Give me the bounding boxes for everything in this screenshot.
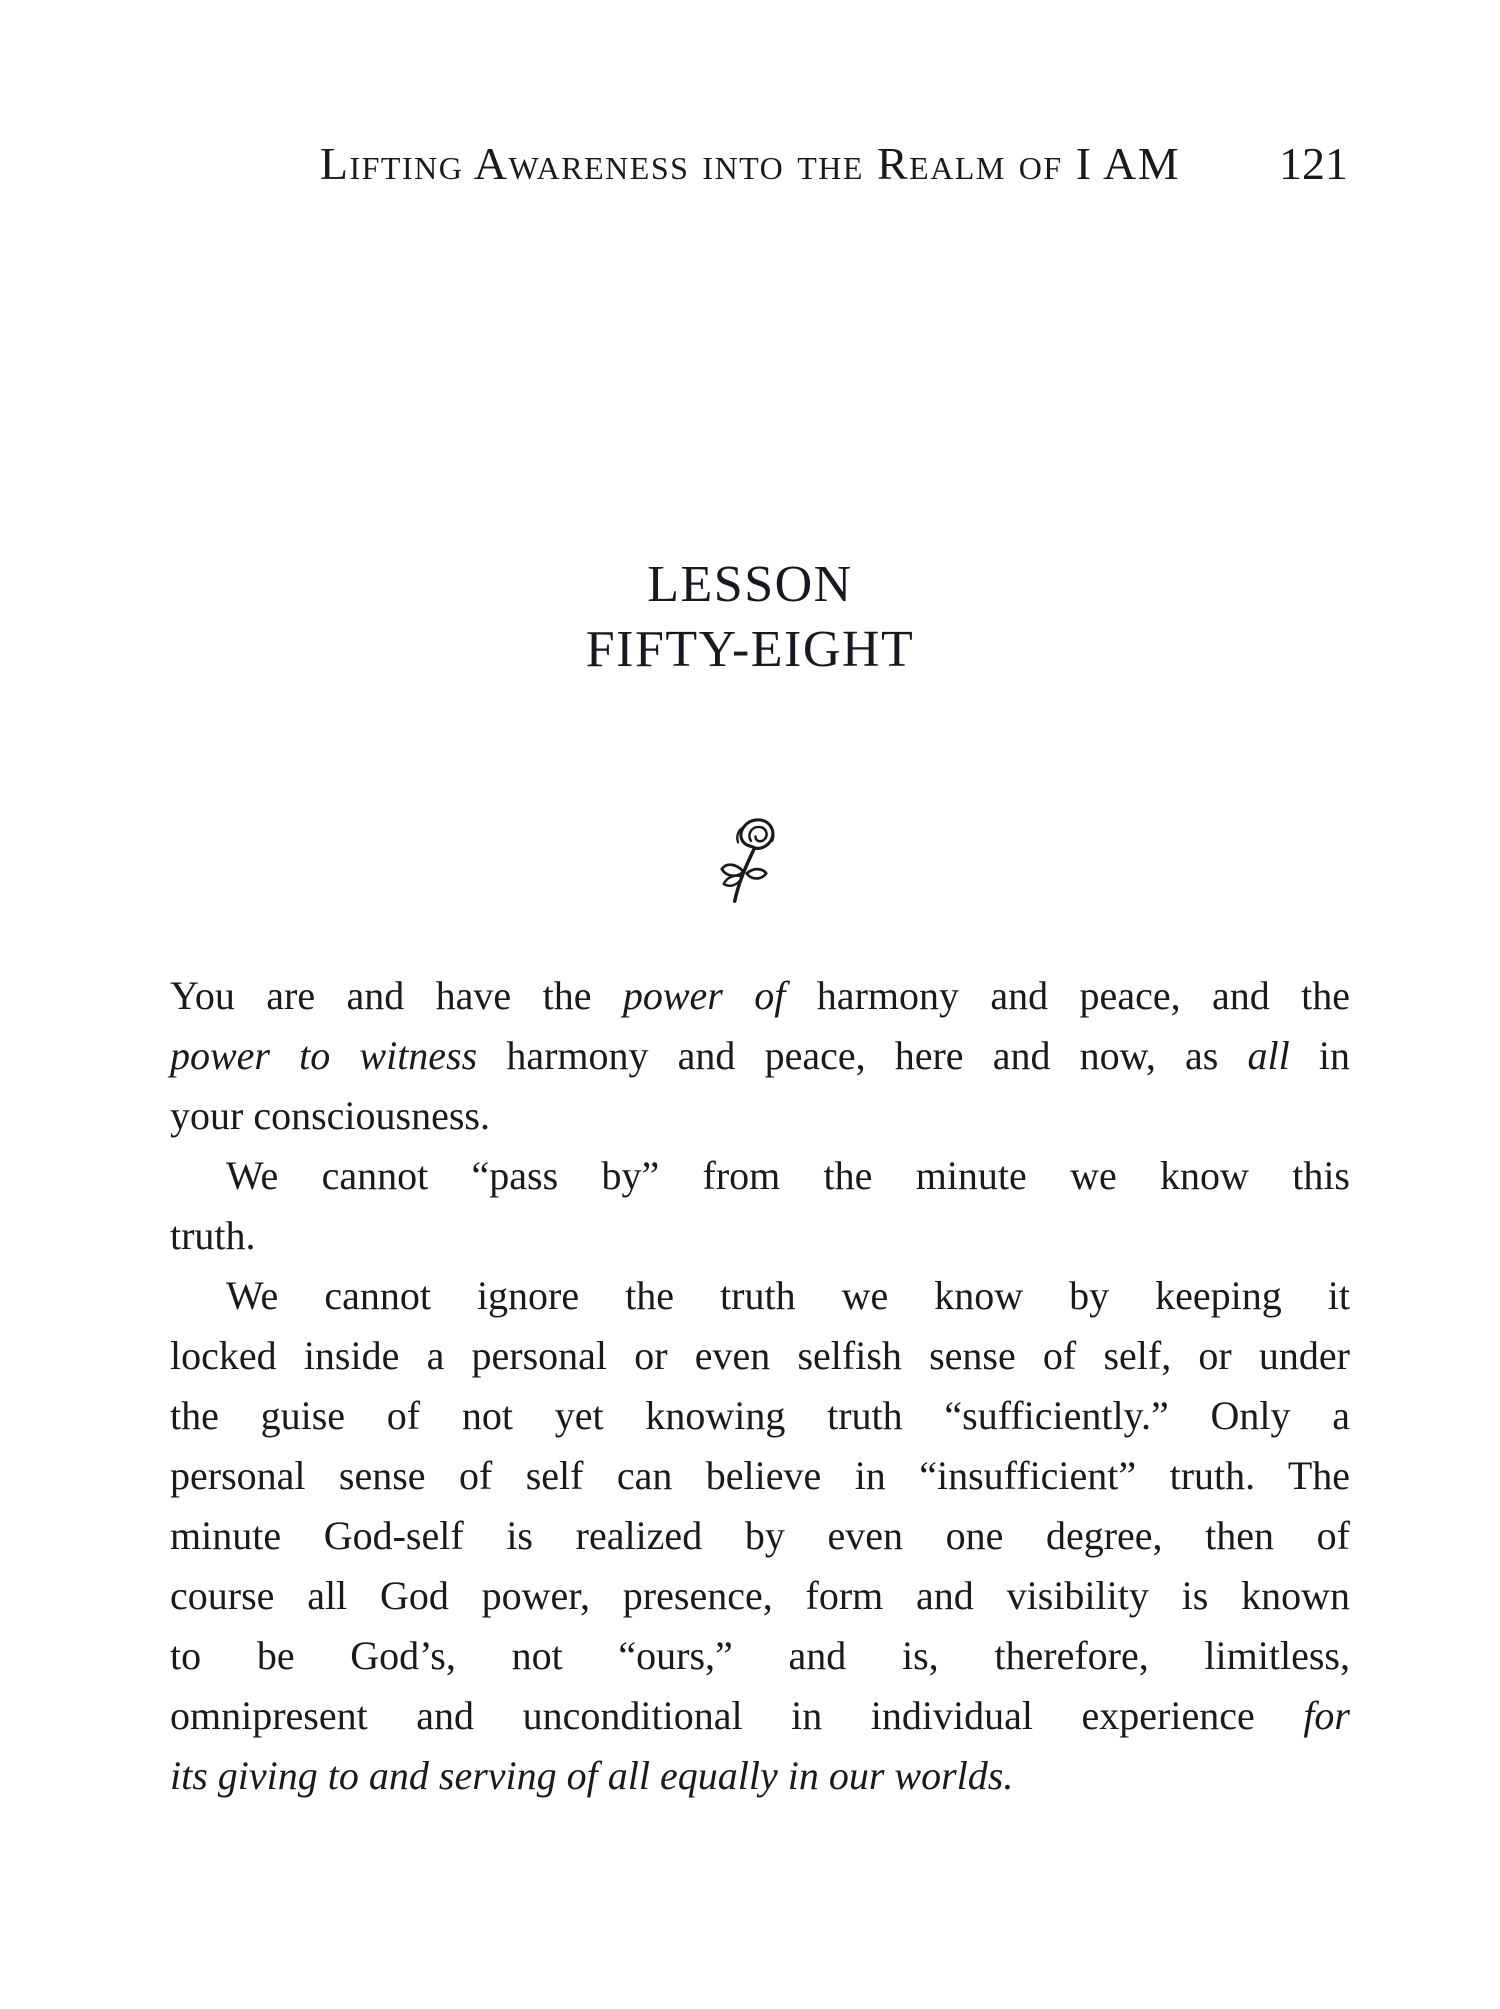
page-number: 121: [1279, 138, 1348, 189]
body-line: [170, 1506, 1350, 1566]
body-text-segment: your consciousness.: [170, 1093, 490, 1138]
body-line: [170, 1686, 1350, 1746]
body-text-segment: harmony and peace, and the: [785, 973, 1351, 1018]
ornament: [0, 814, 1500, 906]
body-line: [170, 1566, 1350, 1626]
body-text-italic: all: [1247, 1033, 1290, 1078]
body-text-segment: omnipresent and unconditional in individual experience: [170, 1693, 1304, 1738]
body-line: [170, 1746, 1350, 1806]
body-line: [170, 1626, 1350, 1686]
body-text-segment: in: [1289, 1033, 1350, 1078]
body-text-segment: We cannot “pass by” from the minute we know this: [226, 1153, 1350, 1198]
body-text-segment: minute God-self is realized by even one degree, then of: [170, 1513, 1350, 1558]
body-text-italic: its giving to and serving of all equally in our worlds.: [170, 1753, 1014, 1798]
body-text-italic: for: [1303, 1693, 1350, 1738]
body-line: [170, 1266, 1350, 1326]
body-text-segment: to be God’s, not “ours,” and is, therefore, limitless,: [170, 1633, 1350, 1678]
lesson-title: [0, 552, 1500, 682]
body-text-segment: We cannot ignore the truth we know by keeping it: [226, 1273, 1350, 1318]
body-line: [170, 1206, 1350, 1266]
body-line: [170, 1446, 1350, 1506]
body-text: [170, 966, 1350, 1806]
body-text-segment: personal sense of self can believe in “insufficient” truth. The: [170, 1453, 1350, 1498]
body-text-segment: course all God power, presence, form and visibility is known: [170, 1573, 1350, 1618]
body-line: [170, 1326, 1350, 1386]
body-line: [170, 966, 1350, 1026]
body-text-segment: harmony and peace, here and now, as: [477, 1033, 1248, 1078]
page-header: [0, 138, 1500, 189]
body-line: [170, 1026, 1350, 1086]
rose-icon: [719, 814, 781, 906]
body-line: [170, 1386, 1350, 1446]
body-line: [170, 1146, 1350, 1206]
body-text-segment: the guise of not yet knowing truth “sufficiently.” Only a: [170, 1393, 1350, 1438]
body-text-segment: You are and have the: [170, 973, 623, 1018]
body-text-segment: locked inside a personal or even selfish sense of self, or under: [170, 1333, 1350, 1378]
body-text-italic: power to witness: [170, 1033, 478, 1078]
body-line: [170, 1086, 1350, 1146]
body-text-italic: power of: [622, 973, 786, 1018]
running-head: Lifting Awareness into the Realm of I AM: [319, 138, 1181, 189]
body-text-segment: truth.: [170, 1213, 256, 1258]
lesson-title-line1: LESSON: [647, 556, 853, 613]
lesson-title-line2: FIFTY-EIGHT: [585, 621, 915, 678]
